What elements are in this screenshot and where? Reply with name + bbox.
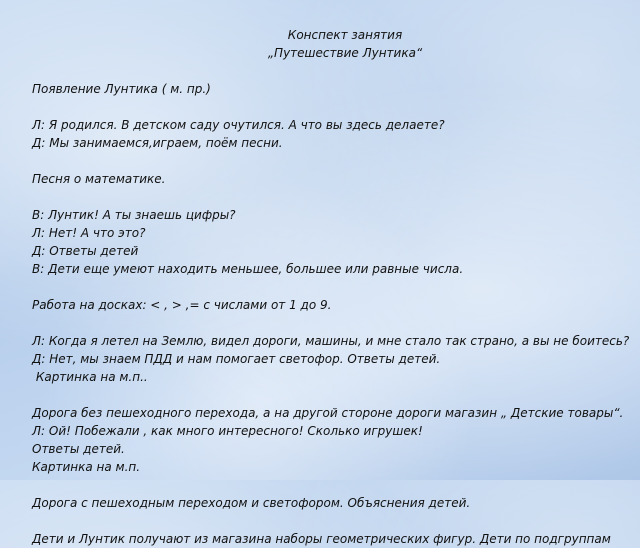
- title-line-1: Конспект занятия: [287, 28, 403, 42]
- text-line: Л: Я родился. В детском саду очутился. А что вы здесь делаете?: [32, 118, 445, 132]
- text-line: Д: Мы занимаемся,играем, поём песни.: [32, 136, 283, 150]
- text-line: Л: Когда я летел на Землю, видел дороги, машины, и мне стало так страно, а вы не боитесь?: [32, 334, 630, 348]
- text-line: Д: Ответы детей: [32, 244, 139, 258]
- text-line: Появление Лунтика ( м. пр.): [32, 82, 211, 96]
- text-line: Картинка на м.п..: [32, 370, 148, 384]
- text-line: Картинка на м.п.: [32, 460, 141, 474]
- text-line: Л: Ой! Побежали , как много интересного! Сколько игрушек!: [32, 424, 423, 438]
- text-line: Дорога без пешеходного перехода, а на другой стороне дороги магазин „ Детские товары“.: [32, 406, 624, 420]
- slide-content: [32, 26, 630, 548]
- text-line: В: Дети еще умеют находить меньшее, большее или равные числа.: [32, 262, 464, 276]
- text-line: Ответы детей.: [32, 442, 125, 456]
- text-line: Л: Нет! А что это?: [32, 226, 146, 240]
- title-line-2: „Путешествие Лунтика“: [267, 46, 423, 60]
- text-line: Дети и Лунтик получают из магазина наборы геометрических фигур. Дети по подгруппам: [32, 532, 611, 546]
- text-line: Дорога с пешеходным переходом и светофором. Объяснения детей.: [32, 496, 471, 510]
- text-line: Песня о математике.: [32, 172, 166, 186]
- text-line: Д: Нет, мы знаем ПДД и нам помогает светофор. Ответы детей.: [32, 352, 441, 366]
- text-line: В: Лунтик! А ты знаешь цифры?: [32, 208, 236, 222]
- text-line: Работа на досках: < , > ,= с числами от 1 до 9.: [32, 298, 332, 312]
